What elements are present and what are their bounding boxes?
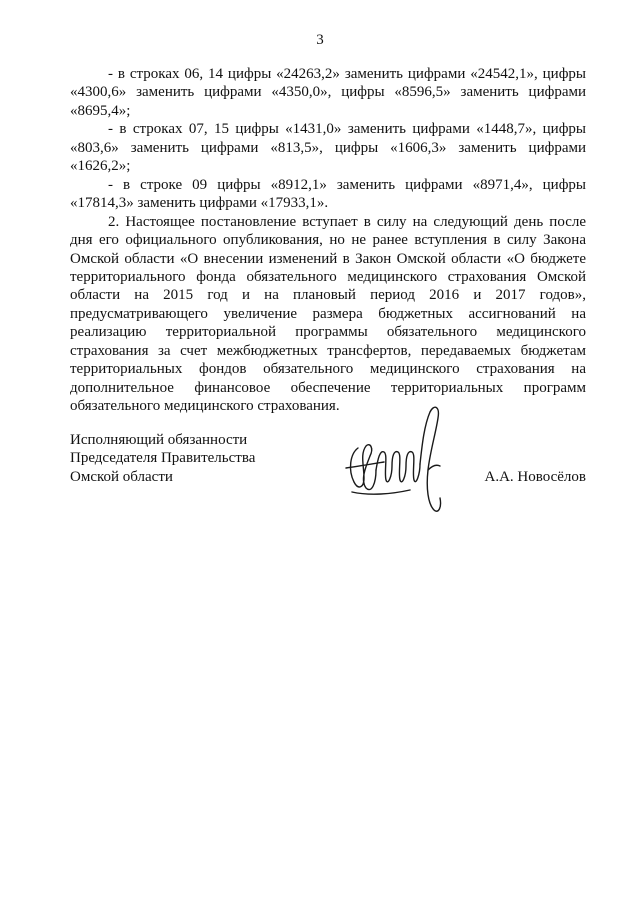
paragraph-amendment-row-09: - в строке 09 цифры «8912,1» заменить цифрами «8971,4», цифры «17814,3» заменить цифрами «17933,1».	[70, 176, 586, 212]
signature-block	[70, 431, 586, 521]
paragraph-amendment-rows-06-14: - в строках 06, 14 цифры «24263,2» заменить цифрами «24542,1», цифры «4300,6» заменить цифрами «4350,0», цифры «8596,5» заменить цифрами «8695,4»;	[70, 66, 586, 119]
paragraph-amendment-rows-07-15: - в строках 07, 15 цифры «1431,0» заменить цифрами «1448,7», цифры «803,6» заменить цифрами «813,5», цифры «1606,3» заменить цифрами «1626,2»;	[70, 121, 586, 175]
handwritten-signature	[340, 396, 450, 514]
page-number: 3	[316, 32, 324, 48]
signatory-name: А.А. Новосёлов	[484, 469, 586, 485]
signatory-position-line: Председателя Правительства	[70, 450, 256, 467]
paragraph-effective-date: 2. Настоящее постановление вступает в силу на следующий день после дня его официального опубликования, но не ранее вступления в силу Закона Омской области «О внесении изменений в Закон Омской области «О бюджете территориального фонда обязательного медицинского страхования Омской области на 2015 год и на плановый период 2016 и 2017 годов», предусматривающего увеличение размера бюджетных ассигнований на реализацию территориальной программы обязательного медицинского страхования за счет межбюджетных трансфертов, передаваемых бюджетам территориальных фондов обязательного медицинского страхования на дополнительное финансовое обеспечение территориальных программ обязательного медицинского страхования.	[70, 213, 586, 415]
signatory-position	[70, 431, 255, 486]
document-body	[70, 65, 586, 416]
signatory-position-line: Омской области	[70, 468, 173, 485]
signatory-position-line: Исполняющий обязанности	[70, 432, 248, 448]
